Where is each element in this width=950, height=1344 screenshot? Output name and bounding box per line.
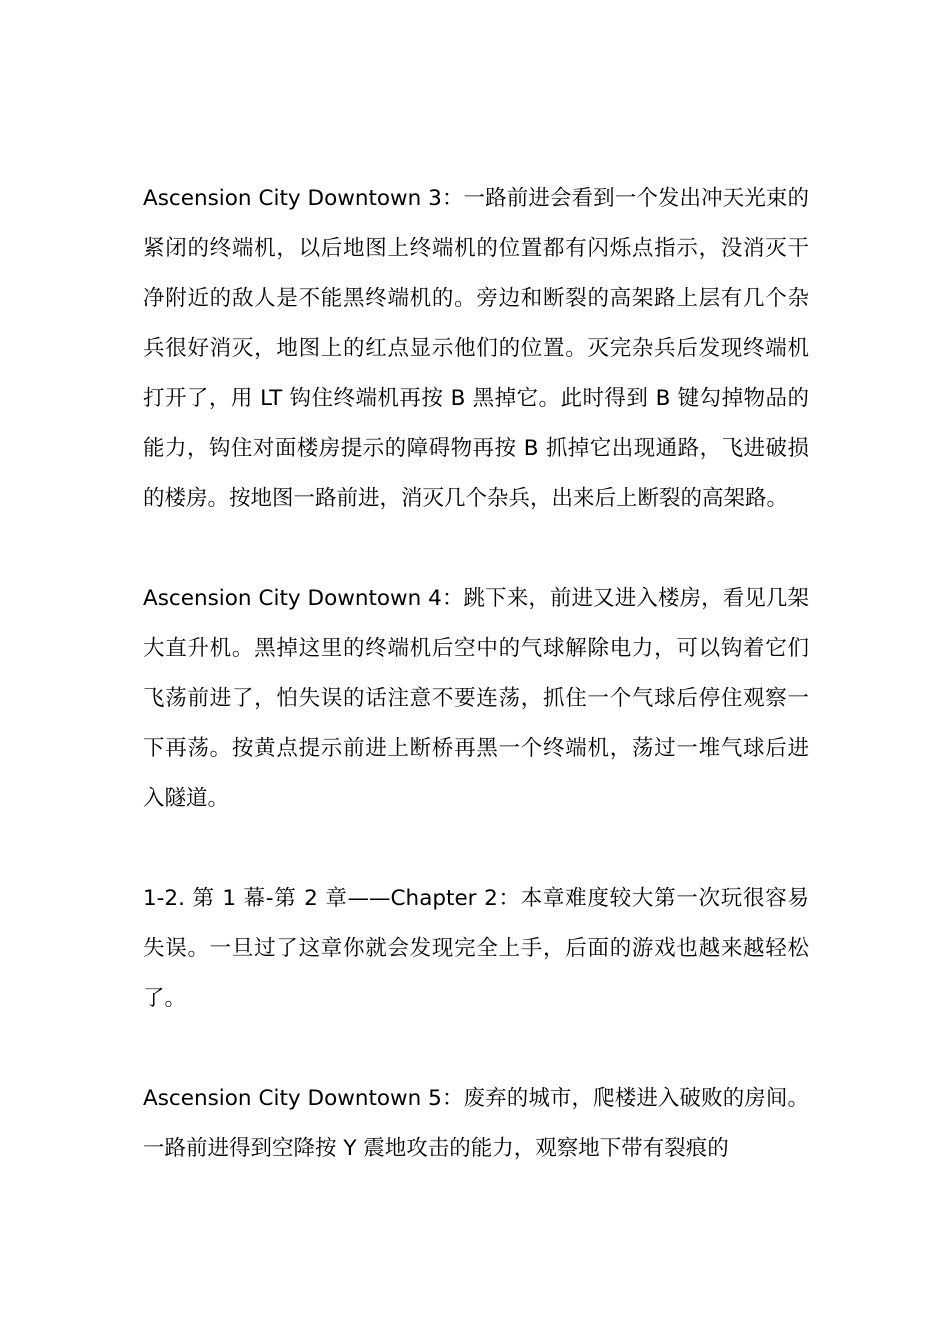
paragraph-chapter-2: 1-2. 第 1 幕-第 2 章——Chapter 2：本章难度较大第一次玩很容易失误。一旦过了这章你就会发现完全上手，后面的游戏也越来越轻松了。 — [143, 886, 809, 1011]
paragraph-downtown-3: Ascension City Downtown 3：一路前进会看到一个发出冲天光束的紧闭的终端机，以后地图上终端机的位置都有闪烁点指示，没消灭干净附近的敌人是不能黑终端机的。旁边和断裂的高架路上层有几个杂兵很好消灭，地图上的红点显示他们的位置。灭完杂兵后发现终端机打开了，用 LT 钩住终端机再按 B 黑掉它。此时得到 B 键勾掉物品的能力，钩住对面楼房提示的障碍物再按 B 抓掉它出现通路，飞进破损的楼房。按地图一路前进，消灭几个杂兵，出来后上断裂的高架路。 — [143, 186, 809, 511]
paragraph-downtown-4: Ascension City Downtown 4：跳下来，前进又进入楼房，看见几架大直升机。黑掉这里的终端机后空中的气球解除电力，可以钩着它们飞荡前进了，怕失误的话注意不要连荡，抓住一个气球后停住观察一下再荡。按黄点提示前进上断桥再黑一个终端机，荡过一堆气球后进入隧道。 — [143, 586, 809, 811]
document-body — [143, 174, 809, 1224]
paragraph-downtown-5: Ascension City Downtown 5：废弃的城市，爬楼进入破败的房间。一路前进得到空降按 Y 震地攻击的能力，观察地下带有裂痕的 — [143, 1086, 809, 1161]
